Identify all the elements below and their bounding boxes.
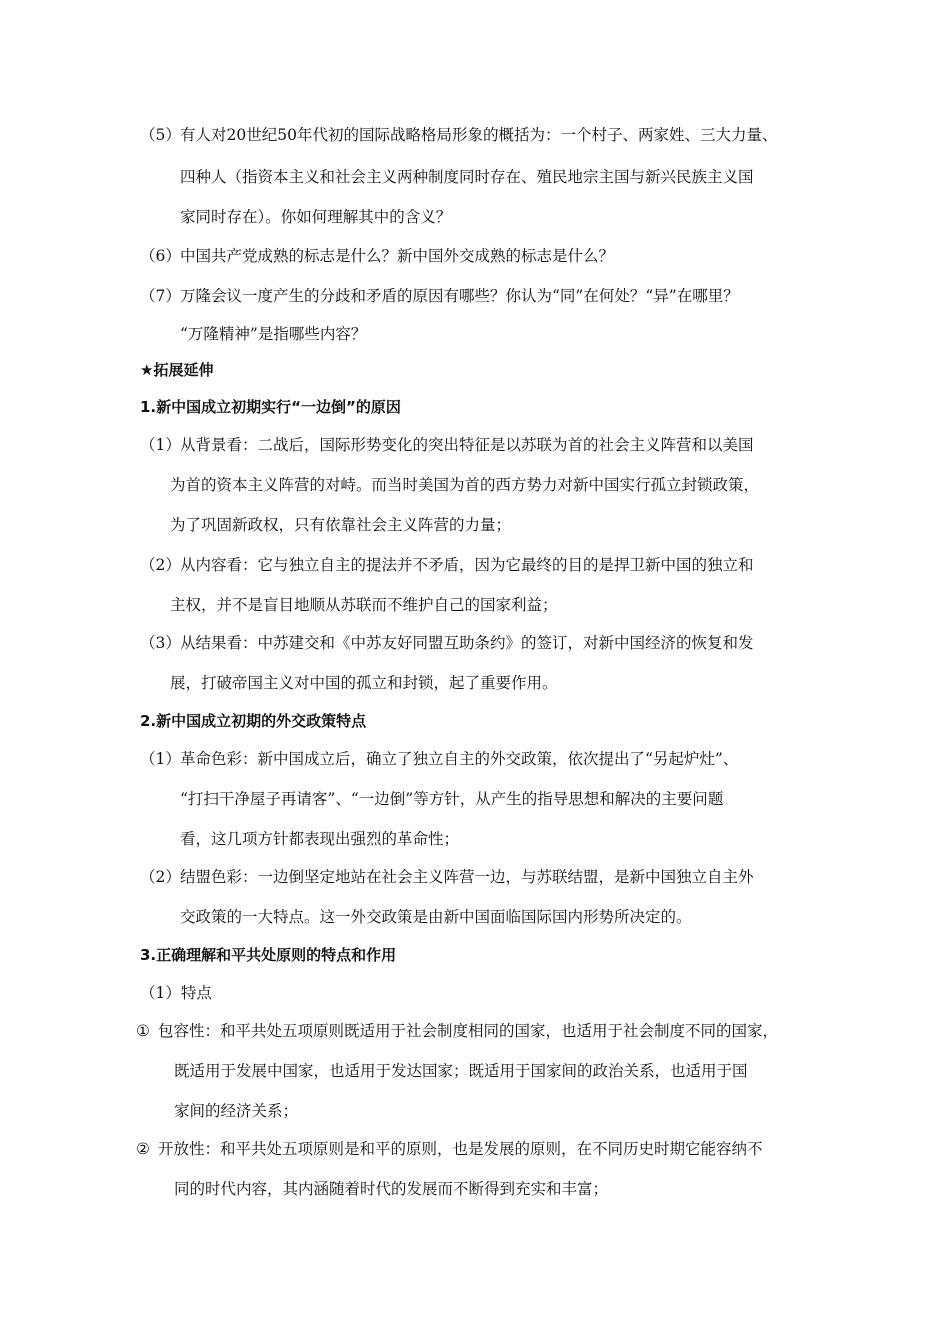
question-5-line-2: 四种人（指资本主义和社会主义两种制度同时存在、殖民地宗主国与新兴民族主义国	[180, 168, 754, 186]
section-2-item-2-line-1: 结盟色彩：一边倒坚定地站在社会主义阵营一边，与苏联结盟，是新中国独立自主外	[180, 868, 754, 886]
section-1-item-2-line-2: 主权，并不是盲目地顺从苏联而不维护自己的国家利益；	[170, 596, 558, 614]
section-2-title: 2.新中国成立初期的外交政策特点	[140, 712, 367, 730]
question-5-number: （5）	[140, 126, 181, 144]
section-1-item-1-line-1: 从背景看：二战后，国际形势变化的突出特征是以苏联为首的社会主义阵营和以美国	[180, 436, 754, 454]
section-1-item-3-number: （3）	[140, 634, 181, 652]
extension-heading: ★拓展延伸	[140, 361, 214, 379]
question-5-line-3: 家同时存在）。你如何理解其中的含义？	[180, 208, 452, 226]
section-3-subheading: （1）特点	[140, 984, 212, 1002]
question-7-line-2: “万隆精神”是指哪些内容？	[180, 325, 367, 343]
section-1-item-2-line-1: 从内容看：它与独立自主的提法并不矛盾，因为它最终的目的是捍卫新中国的独立和	[180, 556, 754, 574]
section-1-item-3-line-1: 从结果看：中苏建交和《中苏友好同盟互助条约》的签订，对新中国经济的恢复和发	[180, 634, 754, 652]
section-3-item-1-line-2: 既适用于发展中国家，也适用于发达国家；既适用于国家间的政治关系，也适用于国	[174, 1062, 748, 1080]
section-3-item-2-marker: ②	[136, 1140, 150, 1158]
question-5-line-1: 有人对20世纪50年代初的国际战略格局形象的概括为：一个村子、两家姓、三大力量、	[180, 126, 778, 144]
section-1-title: 1.新中国成立初期实行“一边倒”的原因	[140, 398, 401, 416]
section-2-item-2-number: （2）	[140, 868, 181, 886]
section-1-item-2-number: （2）	[140, 556, 181, 574]
section-3-item-1-line-1: 包容性：和平共处五项原则既适用于社会制度相同的国家，也适用于社会制度不同的国家，	[158, 1022, 779, 1040]
question-7-number: （7）	[140, 287, 181, 305]
section-1-item-1-line-3: 为了巩固新政权，只有依靠社会主义阵营的力量；	[170, 516, 512, 534]
section-3-item-2-line-2: 同的时代内容，其内涵随着时代的发展而不断得到充实和丰富；	[174, 1180, 609, 1198]
section-3-item-1-line-3: 家间的经济关系；	[174, 1102, 299, 1120]
section-3-item-1-marker: ①	[136, 1022, 150, 1040]
section-1-item-1-number: （1）	[140, 436, 181, 454]
section-2-item-1-line-3: 看，这几项方针都表现出强烈的革命性；	[180, 830, 460, 848]
section-1-item-1-line-2: 为首的资本主义阵营的对峙。而当时美国为首的西方势力对新中国实行孤立封锁政策，	[170, 476, 760, 494]
section-1-item-3-line-2: 展，打破帝国主义对中国的孤立和封锁，起了重要作用。	[170, 674, 558, 692]
question-6-line-1: 中国共产党成熟的标志是什么？新中国外交成熟的标志是什么？	[180, 247, 615, 265]
section-3-title: 3.正确理解和平共处原则的特点和作用	[140, 946, 397, 964]
section-3-item-2-line-1: 开放性：和平共处五项原则是和平的原则，也是发展的原则，在不同历史时期它能容纳不	[158, 1140, 763, 1158]
section-2-item-2-line-2: 交政策的一大特点。这一外交政策是由新中国面临国际国内形势所决定的。	[180, 908, 692, 926]
section-2-item-1-line-2: “打扫干净屋子再请客”、“一边倒”等方针，从产生的指导思想和解决的主要问题	[180, 790, 724, 808]
section-2-item-1-number: （1）	[140, 750, 181, 768]
section-2-item-1-line-1: 革命色彩：新中国成立后，确立了独立自主的外交政策，依次提出了“另起炉灶”、	[180, 750, 739, 768]
question-6-number: （6）	[140, 247, 181, 265]
question-7-line-1: 万隆会议一度产生的分歧和矛盾的原因有哪些？你认为“同”在何处？“异”在哪里？	[180, 287, 739, 305]
